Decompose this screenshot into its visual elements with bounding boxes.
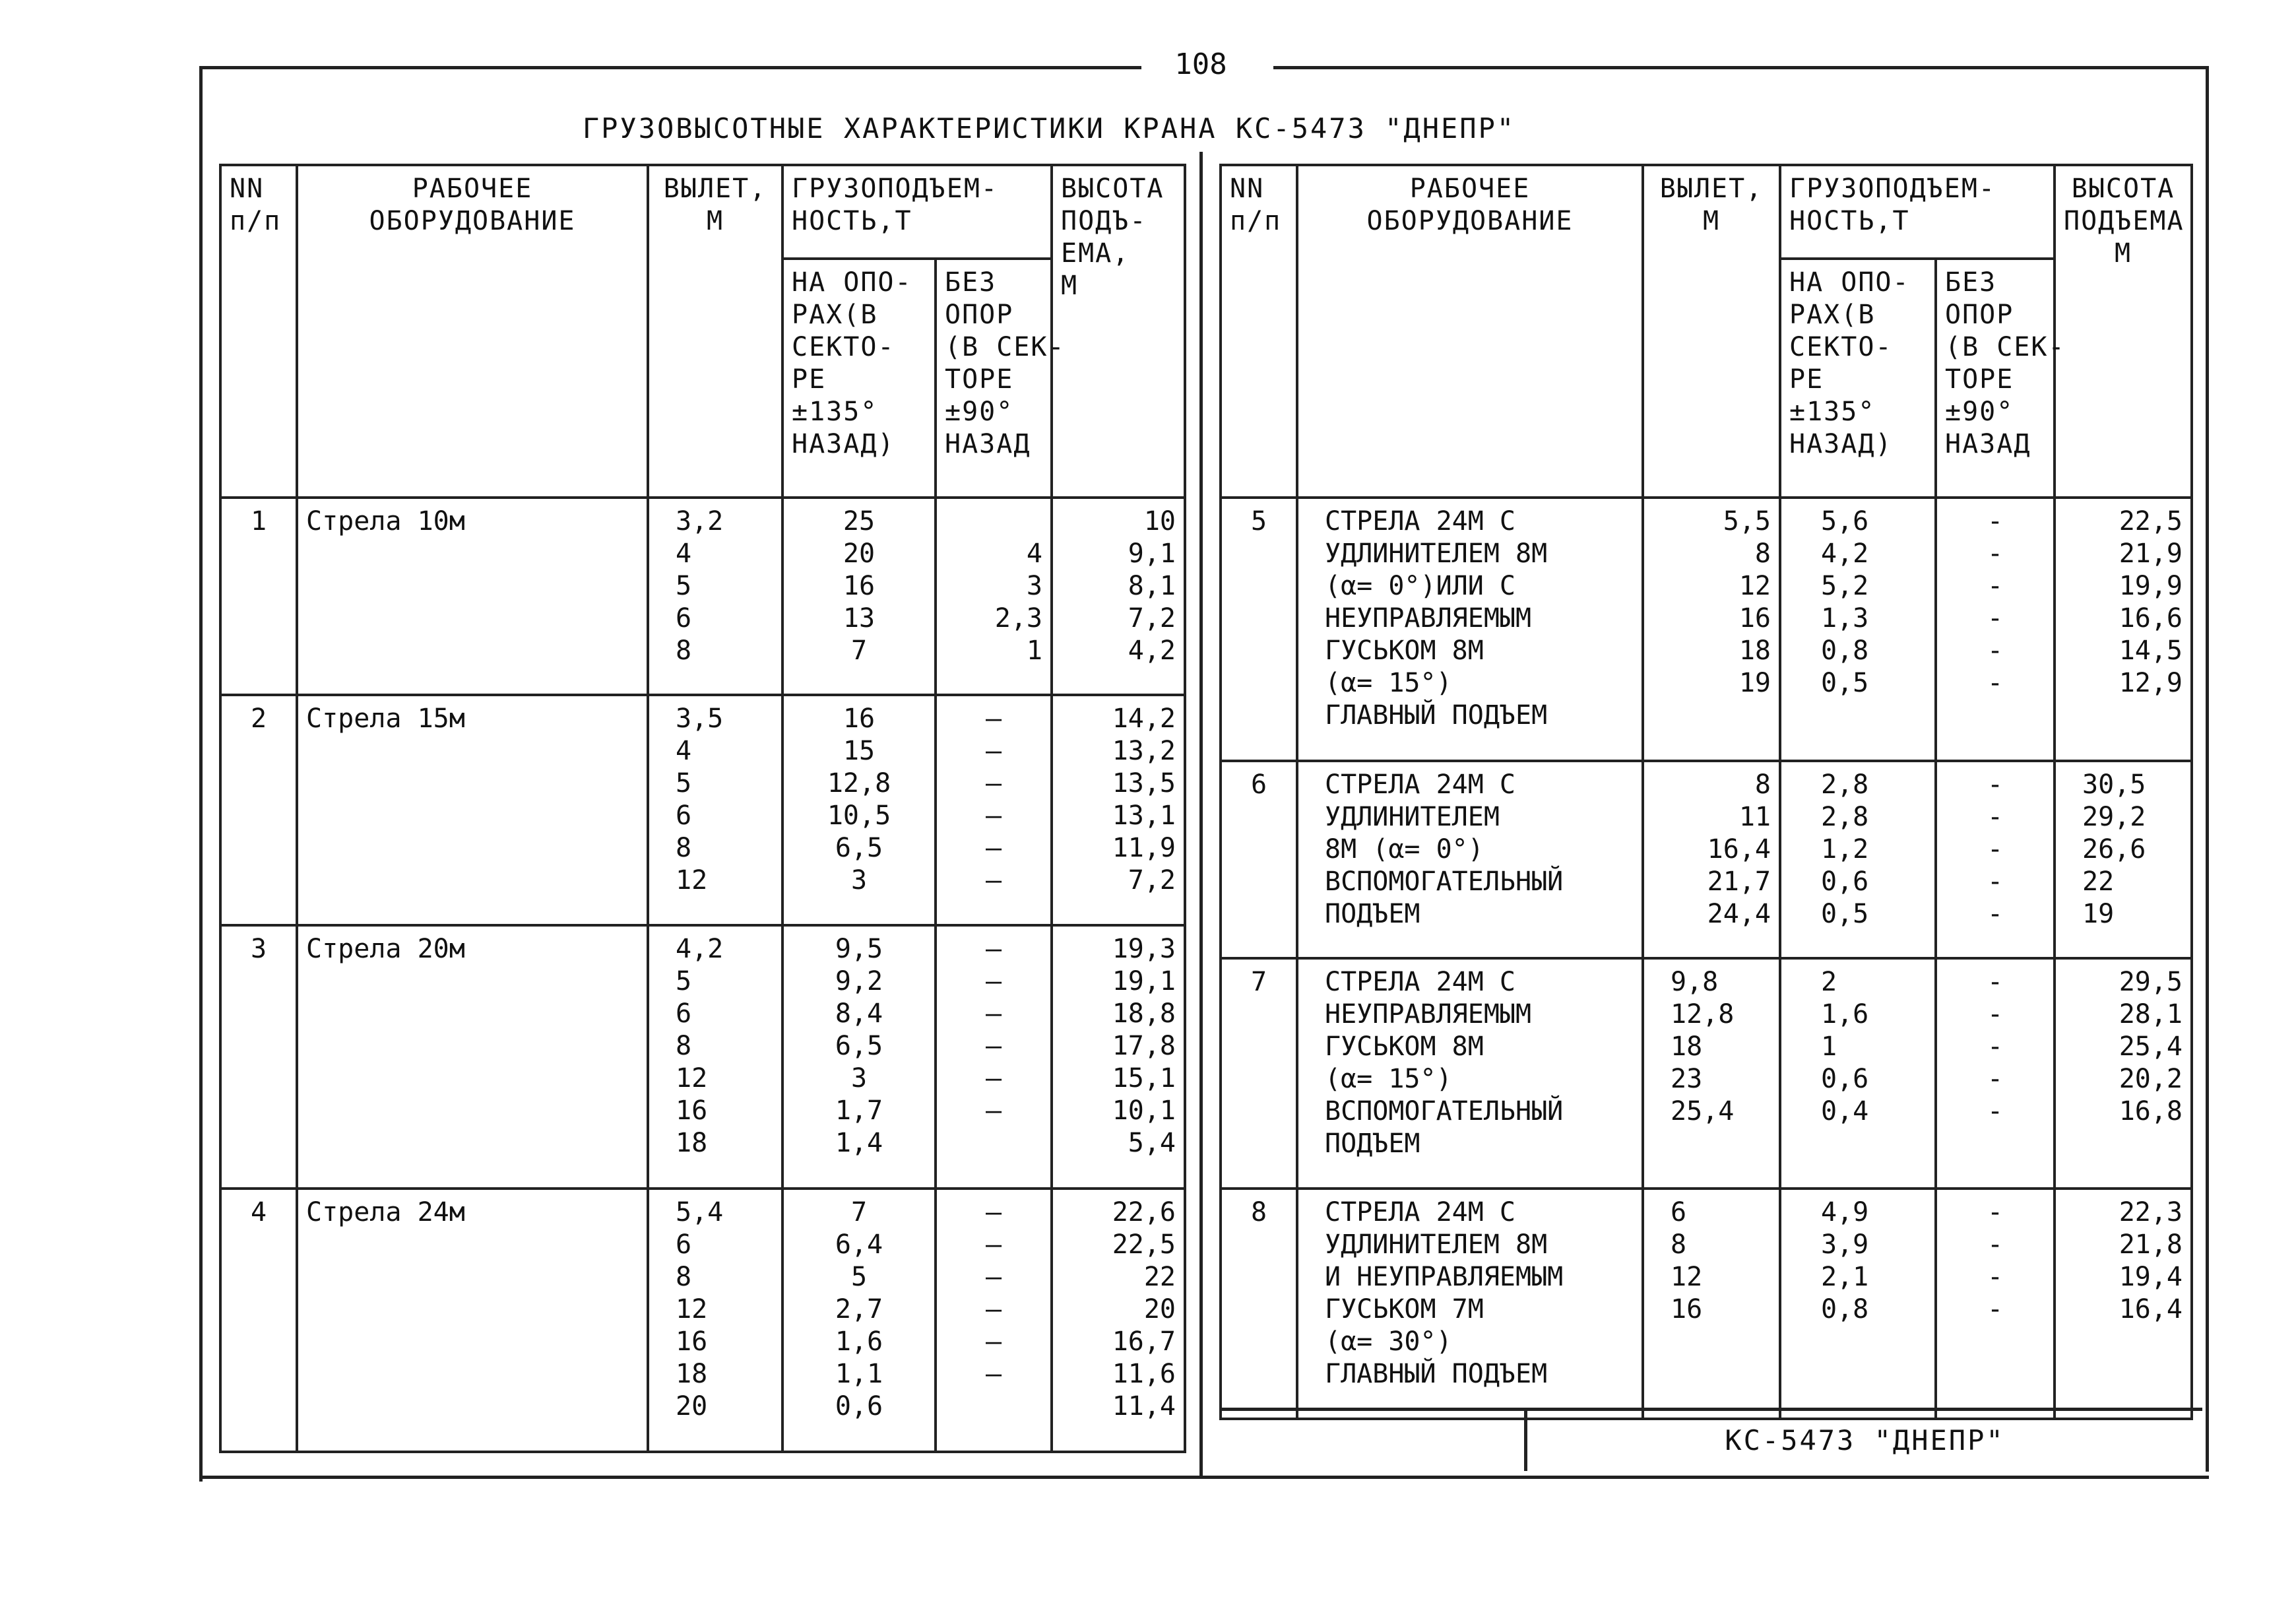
row-capacity-off: 4 3 2,3 1 [936,498,1052,695]
table-row [1221,958,2192,1189]
frame-right [2206,69,2209,1472]
row-capacity-on: 2 1,6 1 0,6 0,4 [1780,958,1936,1189]
row-number: 3 [220,925,297,1189]
row-equipment: Стрела 10м [297,498,648,695]
header-reach: ВЫЛЕТ, М [1643,165,1780,498]
right-table [1219,164,2193,1420]
row-capacity-on: 2,8 2,8 1,2 0,6 0,5 [1780,761,1936,958]
row-number: 2 [220,695,297,925]
header-height: ВЫСОТА ПОДЪЕМА М [2055,165,2192,498]
header-equipment: РАБОЧЕЕ ОБОРУДОВАНИЕ [297,165,648,498]
header-equipment: РАБОЧЕЕ ОБОРУДОВАНИЕ [1297,165,1643,498]
table-row [1221,498,2192,761]
row-equipment: Стрела 24м [297,1189,648,1452]
row-capacity-on: 9,5 9,2 8,4 6,5 3 1,7 1,4 [782,925,936,1189]
frame-top-right [1273,66,2209,69]
header-height: ВЫСОТА ПОДЪ- ЕМА, М [1052,165,1185,498]
header-no-supports: БЕЗ ОПОР (В СЕК- ТОРЕ ±90° НАЗАД [936,259,1052,498]
row-reach: 8 11 16,4 21,7 24,4 [1643,761,1780,958]
row-capacity-on: 16 15 12,8 10,5 6,5 3 [782,695,936,925]
row-height: 19,3 19,1 18,8 17,8 15,1 10,1 5,4 [1052,925,1185,1189]
row-number: 4 [220,1189,297,1452]
frame-top-left [199,66,1141,69]
document-title: ГРУЗОВЫСОТНЫЕ ХАРАКТЕРИСТИКИ КРАНА КС-5473 "ДНЕПР" [582,112,1516,145]
row-capacity-on: 5,6 4,2 5,2 1,3 0,8 0,5 [1780,498,1936,761]
row-reach: 9,8 12,8 18 23 25,4 [1643,958,1780,1189]
row-capacity-off: - - - - - [1936,958,2055,1189]
row-number: 8 [1221,1189,1297,1419]
row-reach: 3,2 4 5 6 8 [648,498,782,695]
row-equipment: СТРЕЛА 24М С НЕУПРАВЛЯЕМЫМ ГУСЬКОМ 8М (α= 15°) ВСПОМОГАТЕЛЬНЫЙ ПОДЪЕМ [1297,958,1643,1189]
row-capacity-off: – – – – – – [936,1189,1052,1452]
row-reach: 5,5 8 12 16 18 19 [1643,498,1780,761]
row-height: 29,5 28,1 25,4 20,2 16,8 [2055,958,2192,1189]
title-block [1524,1408,2202,1471]
row-capacity-off: – – – – – – [936,925,1052,1189]
row-capacity-on: 25 20 16 13 7 [782,498,936,695]
row-number: 6 [1221,761,1297,958]
frame-left [199,66,203,1482]
row-reach: 3,5 4 5 6 8 12 [648,695,782,925]
header-on-supports: НА ОПО- РАХ(В СЕКТО- РЕ ±135° НАЗАД) [782,259,936,498]
table-row [220,498,1185,695]
row-capacity-off: – – – – – – [936,695,1052,925]
header-capacity: ГРУЗОПОДЪЕМ- НОСТЬ,Т [1780,165,2055,259]
row-equipment: СТРЕЛА 24М С УДЛИНИТЕЛЕМ 8М (α= 0°)ИЛИ С НЕУПРАВЛЯЕМЫМ ГУСЬКОМ 8М (α= 15°) ГЛАВНЫЙ ПОДЪЕМ [1297,498,1643,761]
table-row [220,695,1185,925]
title-block-text: КС-5473 "ДНЕПР" [1725,1424,2005,1456]
row-height: 22,3 21,8 19,4 16,4 [2055,1189,2192,1419]
row-height: 22,5 21,9 19,9 16,6 14,5 12,9 [2055,498,2192,761]
header-nn: NN п/п [220,165,297,498]
row-reach: 5,4 6 8 12 16 18 20 [648,1189,782,1452]
row-height: 10 9,1 8,1 7,2 4,2 [1052,498,1185,695]
row-equipment: СТРЕЛА 24М С УДЛИНИТЕЛЕМ 8М (α= 0°) ВСПОМОГАТЕЛЬНЫЙ ПОДЪЕМ [1297,761,1643,958]
row-number: 1 [220,498,297,695]
row-reach: 6 8 12 16 [1643,1189,1780,1419]
table-row [220,1189,1185,1452]
page-number: 108 [1174,48,1227,81]
row-capacity-off: - - - - - - [1936,498,2055,761]
header-on-supports: НА ОПО- РАХ(В СЕКТО- РЕ ±135° НАЗАД) [1780,259,1936,498]
row-equipment: СТРЕЛА 24М С УДЛИНИТЕЛЕМ 8М И НЕУПРАВЛЯЕМЫМ ГУСЬКОМ 7М (α= 30°) ГЛАВНЫЙ ПОДЪЕМ [1297,1189,1643,1419]
row-height: 22,6 22,5 22 20 16,7 11,6 11,4 [1052,1189,1185,1452]
row-height: 14,2 13,2 13,5 13,1 11,9 7,2 [1052,695,1185,925]
header-no-supports: БЕЗ ОПОР (В СЕК- ТОРЕ ±90° НАЗАД [1936,259,2055,498]
row-capacity-off: - - - - - [1936,761,2055,958]
frame-middle [1199,152,1203,1478]
header-nn: NN п/п [1221,165,1297,498]
header-capacity: ГРУЗОПОДЪЕМ- НОСТЬ,Т [782,165,1052,259]
left-table [219,164,1186,1453]
row-equipment: Стрела 20м [297,925,648,1189]
row-number: 7 [1221,958,1297,1189]
table-row [220,925,1185,1189]
header-row [220,165,1185,259]
row-capacity-on: 7 6,4 5 2,7 1,6 1,1 0,6 [782,1189,936,1452]
row-capacity-on: 4,9 3,9 2,1 0,8 [1780,1189,1936,1419]
row-height: 30,5 29,2 26,6 22 19 [2055,761,2192,958]
table-row [1221,1189,2192,1419]
header-row [1221,165,2192,259]
row-equipment: Стрела 15м [297,695,648,925]
table-row [1221,761,2192,958]
frame-bottom [199,1476,2209,1479]
row-number: 5 [1221,498,1297,761]
row-reach: 4,2 5 6 8 12 16 18 [648,925,782,1189]
header-reach: ВЫЛЕТ, М [648,165,782,498]
row-capacity-off: - - - - [1936,1189,2055,1419]
